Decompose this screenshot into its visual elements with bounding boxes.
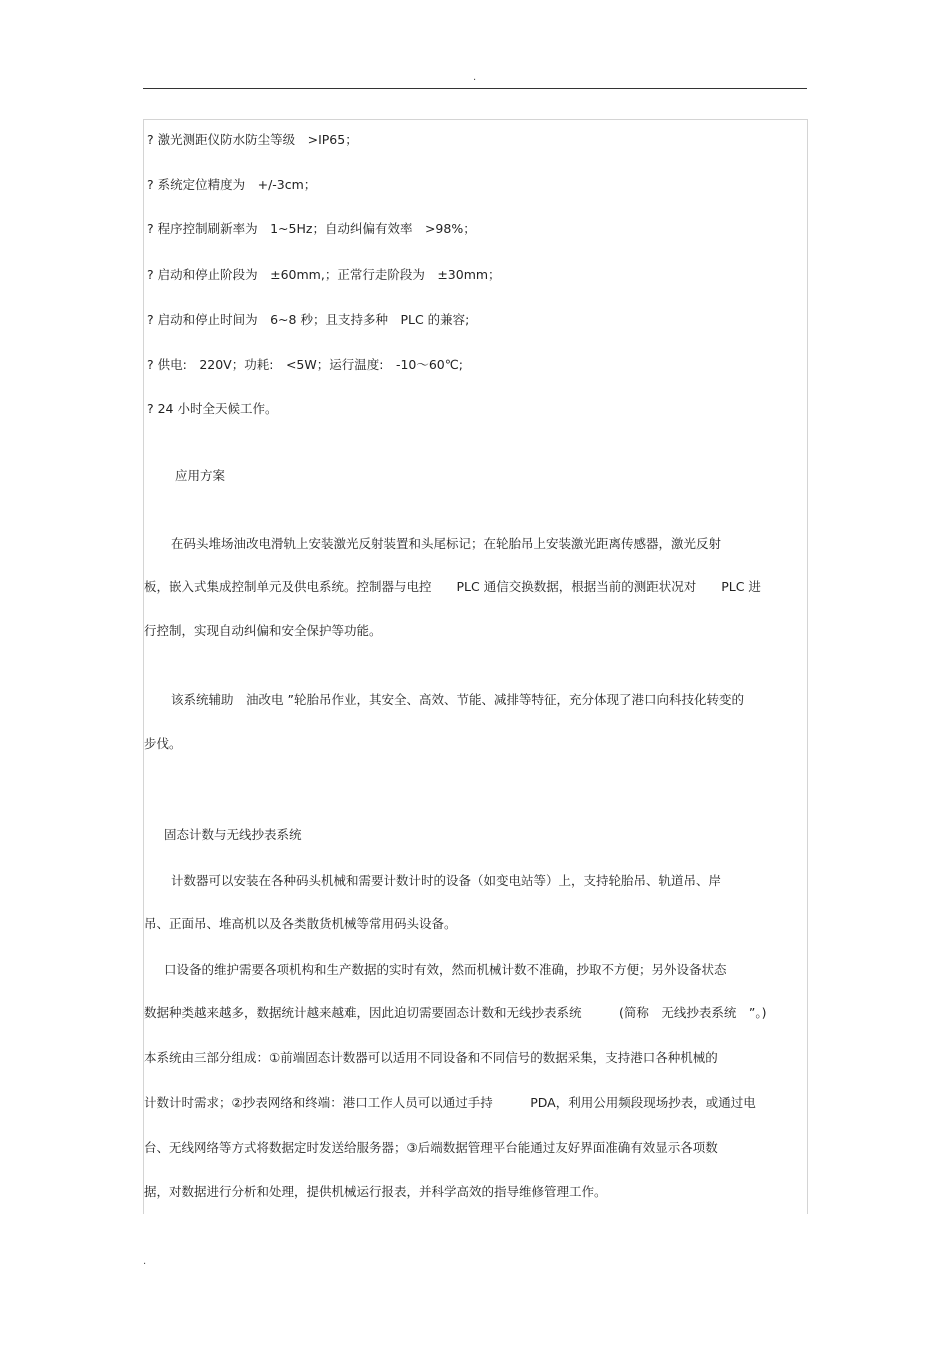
header-rule bbox=[143, 88, 807, 89]
paragraph-line: 步伐。 bbox=[144, 736, 182, 751]
paragraph-line: 本系统由三部分组成：①前端固态计数器可以适用不同设备和不同信号的数据采集，支持港口各种机械的 bbox=[144, 1050, 718, 1065]
section-heading: 应用方案 bbox=[175, 468, 226, 483]
paragraph-line: 计数器可以安装在各种码头机械和需要计数计时的设备（如变电站等）上，支持轮胎吊、轨道吊、岸 bbox=[171, 873, 722, 888]
paragraph-line: 该系统辅助 油改电 ”轮胎吊作业，其安全、高效、节能、减排等特征，充分体现了港口向科技化转变的 bbox=[171, 692, 744, 707]
spec-line: ? 系统定位精度为 +/-3cm； bbox=[147, 177, 317, 192]
spec-line: ? 供电: 220V；功耗: <5W；运行温度: -10～60℃; bbox=[147, 357, 464, 372]
paragraph-line: 据，对数据进行分析和处理，提供机械运行报表，并科学高效的指导维修管理工作。 bbox=[144, 1184, 607, 1199]
spec-line: ? 启动和停止时间为 6~8 秒；且支持多种 PLC 的兼容; bbox=[147, 312, 470, 327]
spec-line: ? 程序控制刷新率为 1~5Hz；自动纠偏有效率 >98%； bbox=[147, 221, 476, 236]
header-dot: . bbox=[473, 72, 477, 83]
paragraph-line: 数据种类越来越多，数据统计越来越难，因此迫切需要固态计数和无线抄表系统 (简称 无线抄表系统 ”。) bbox=[144, 1005, 767, 1020]
paragraph-line: 板，嵌入式集成控制单元及供电系统。控制器与电控 PLC 通信交换数据，根据当前的测距状况对 PLC 进 bbox=[144, 579, 761, 594]
paragraph-line: 口设备的维护需要各项机构和生产数据的实时有效，然而机械计数不准确，抄取不方便；另外设备状态 bbox=[164, 962, 727, 977]
spec-line: ? 激光测距仪防水防尘等级 >IP65； bbox=[147, 132, 358, 147]
spec-line: ? 24 小时全天候工作。 bbox=[147, 401, 278, 416]
paragraph-line: 吊、正面吊、堆高机以及各类散货机械等常用码头设备。 bbox=[144, 916, 457, 931]
paragraph-line: 行控制，实现自动纠偏和安全保护等功能。 bbox=[144, 623, 382, 638]
paragraph-line: 台、无线网络等方式将数据定时发送给服务器；③后端数据管理平台能通过友好界面准确有效显示各项数 bbox=[144, 1140, 718, 1155]
section-heading: 固态计数与无线抄表系统 bbox=[164, 827, 302, 842]
spec-line: ? 启动和停止阶段为 ±60mm,；正常行走阶段为 ±30mm； bbox=[147, 267, 501, 282]
footer-dot: . bbox=[143, 1256, 147, 1267]
paragraph-line: 计数计时需求；②抄表网络和终端：港口工作人员可以通过手持 PDA，利用公用频段现场抄表，或通过电 bbox=[144, 1095, 756, 1110]
paragraph-line: 在码头堆场油改电滑轨上安装激光反射装置和头尾标记；在轮胎吊上安装激光距离传感器，激光反射 bbox=[171, 536, 722, 551]
